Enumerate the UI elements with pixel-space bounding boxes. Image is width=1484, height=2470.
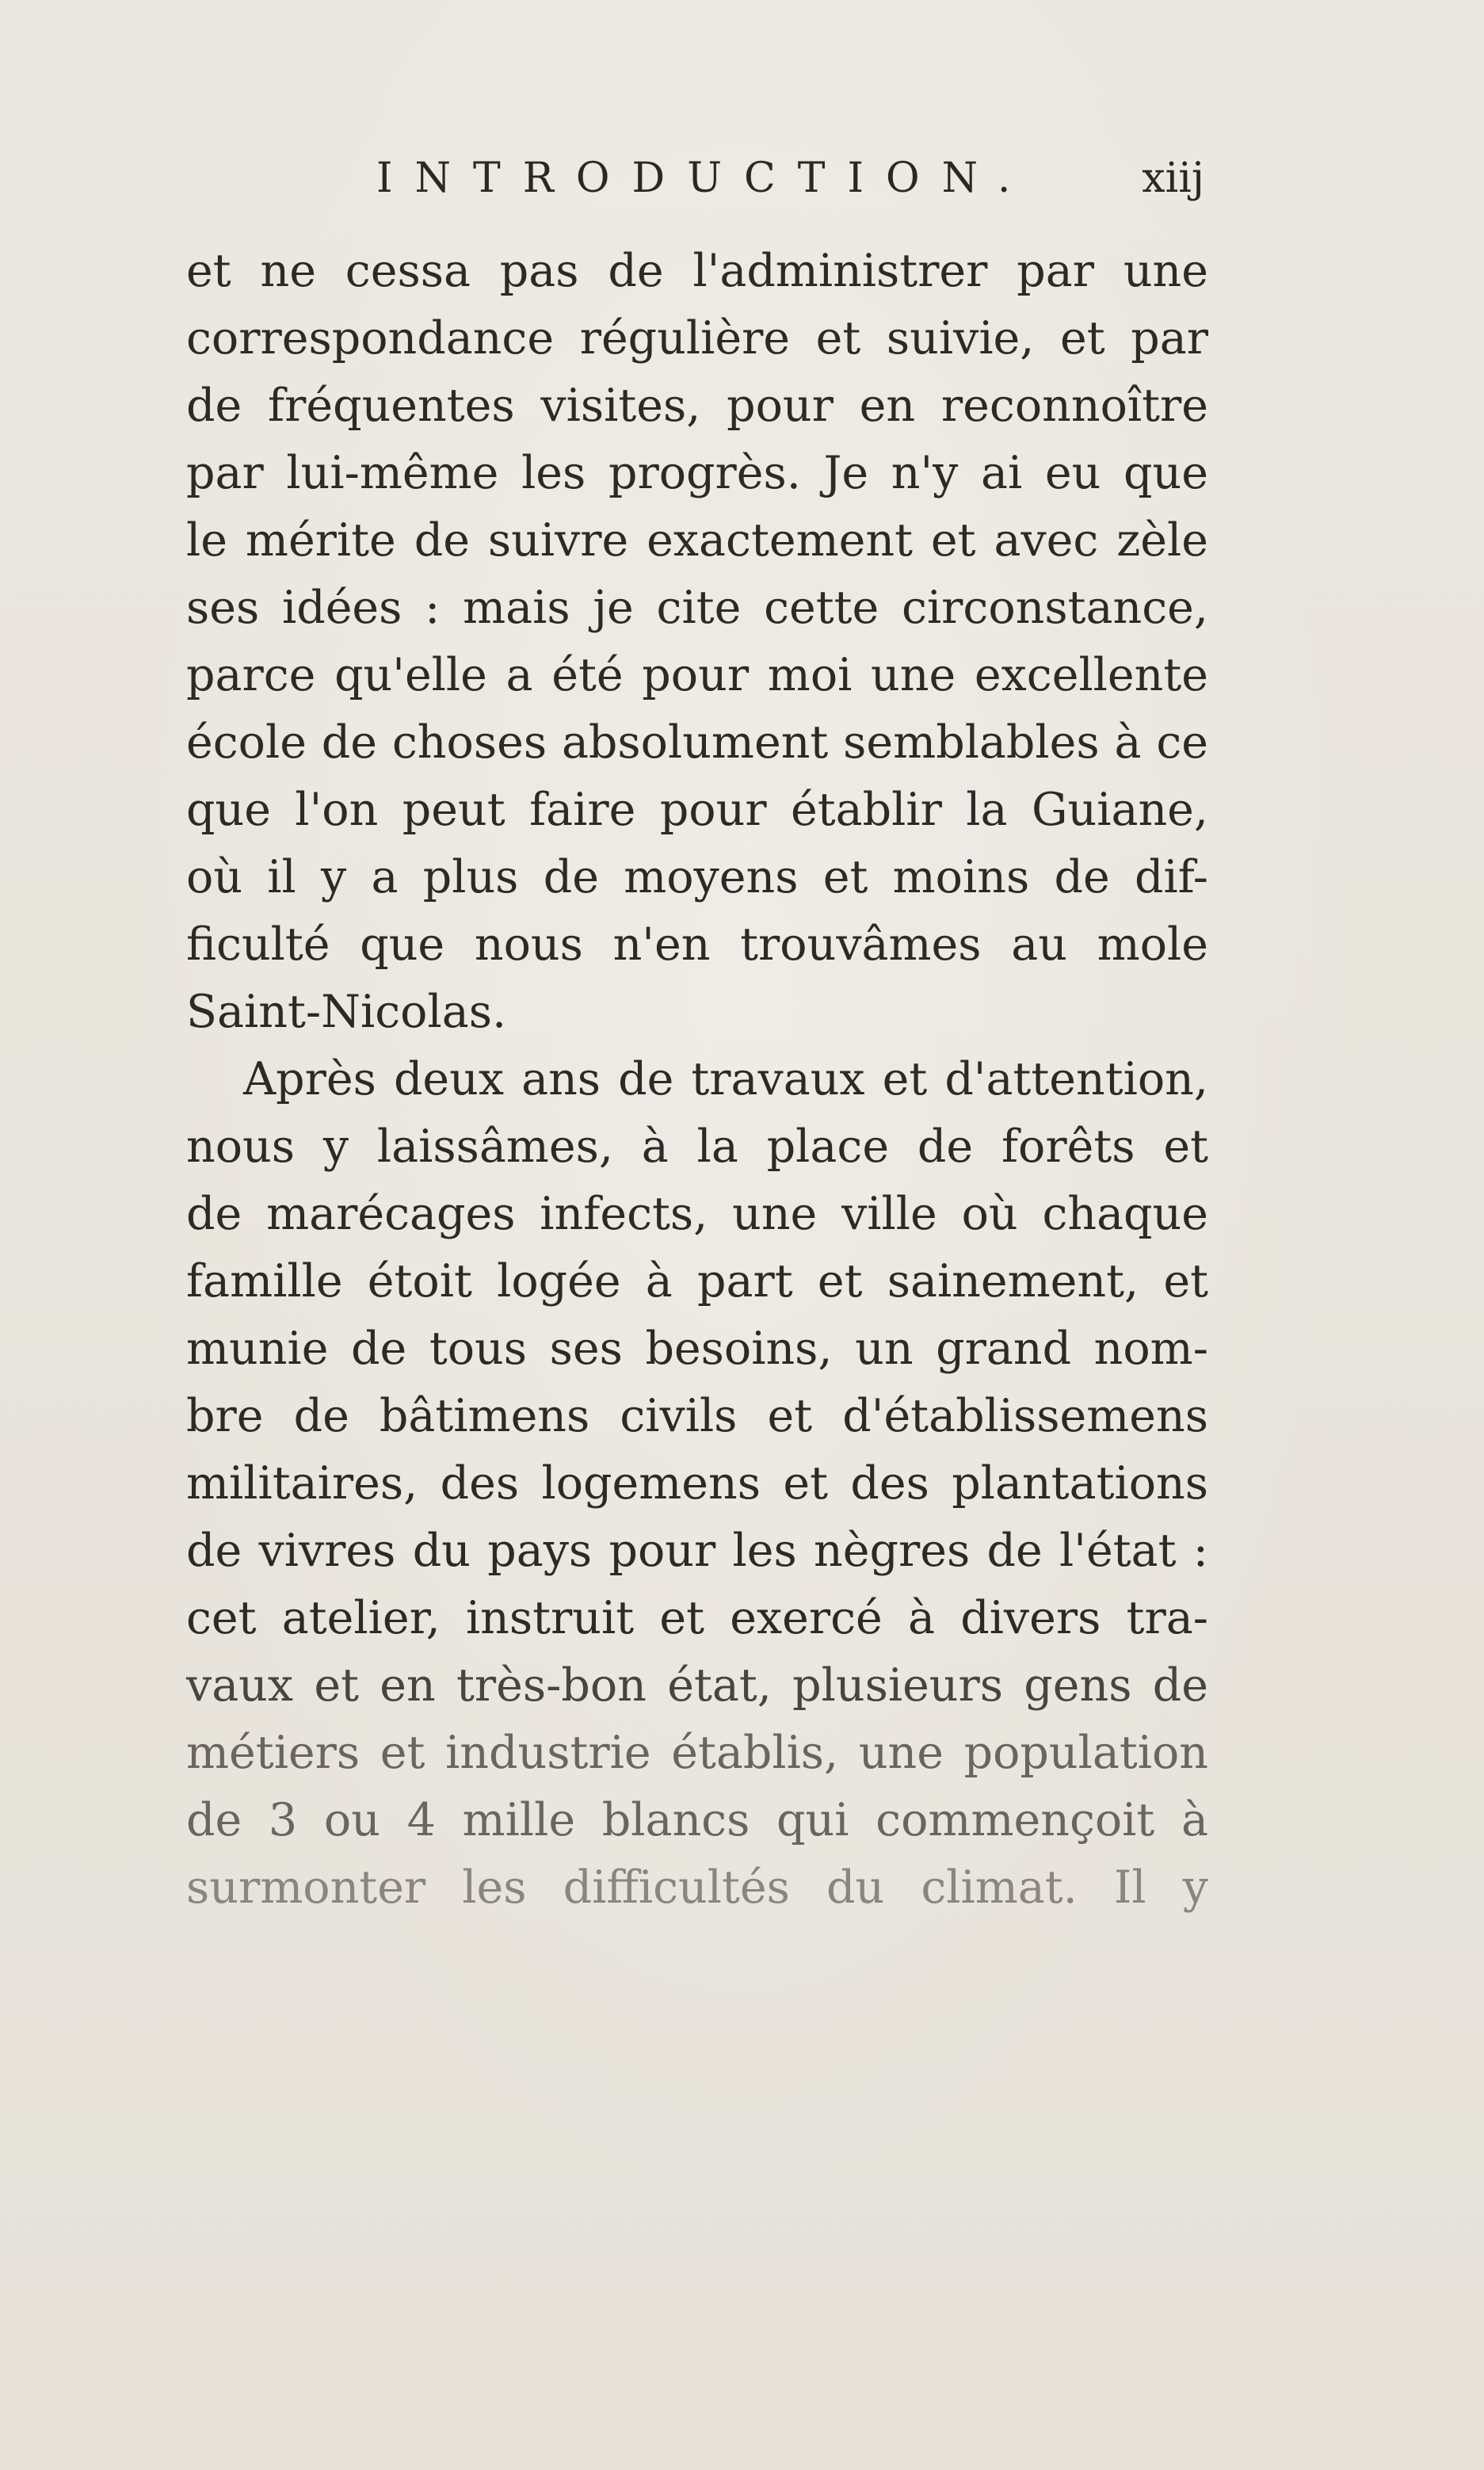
text-line: que l'on peut faire pour établir la Guiane, xyxy=(186,784,1208,836)
text-line: par lui-même les progrès. Je n'y ai eu que xyxy=(186,447,1208,499)
text-line: de marécages infects, une ville où chaque xyxy=(186,1188,1208,1240)
text-line: ficulté que nous n'en trouvâmes au mole xyxy=(186,918,1208,971)
page-header xyxy=(186,155,1240,218)
text-line: de vivres du pays pour les nègres de l'état : xyxy=(186,1525,1208,1577)
text-line: ses idées : mais je cite cette circonstance, xyxy=(186,582,1208,634)
text-line: munie de tous ses besoins, un grand nom- xyxy=(186,1323,1208,1375)
text-line: de fréquentes visites, pour en reconnoître xyxy=(186,380,1208,432)
text-line: correspondance régulière et suivie, et par xyxy=(186,312,1208,365)
text-line: famille étoit logée à part et sainement, et xyxy=(186,1255,1208,1308)
text-line: nous y laissâmes, à la place de forêts et xyxy=(186,1120,1208,1173)
text-line: cet atelier, instruit et exercé à divers tra- xyxy=(186,1592,1208,1644)
paragraph-start-line: Après deux ans de travaux et d'attention, xyxy=(243,1053,1208,1105)
text-line: militaires, des logemens et des plantations xyxy=(186,1457,1208,1510)
text-line: le mérite de suivre exactement et avec zèle xyxy=(186,514,1208,567)
running-title: INTRODUCTION. xyxy=(376,155,1033,202)
page-number: xiij xyxy=(1142,155,1204,202)
text-line: parce qu'elle a été pour moi une excellente xyxy=(186,649,1208,701)
text-line: métiers et industrie établis, une population xyxy=(186,1727,1208,1779)
text-line: bre de bâtimens civils et d'établissemens xyxy=(186,1390,1208,1442)
text-line: de 3 ou 4 mille blancs qui commençoit à xyxy=(186,1794,1208,1846)
text-line: où il y a plus de moyens et moins de dif- xyxy=(186,851,1208,903)
text-line: vaux et en très-bon état, plusieurs gens de xyxy=(186,1659,1208,1712)
body-text xyxy=(186,238,1208,1922)
paragraph-end-line: Saint-Nicolas. xyxy=(186,986,507,1038)
text-line: école de choses absolument semblables à ce xyxy=(186,716,1208,769)
text-line: et ne cessa pas de l'administrer par une xyxy=(186,245,1208,297)
text-line: surmonter les difficultés du climat. Il y xyxy=(186,1861,1208,1914)
